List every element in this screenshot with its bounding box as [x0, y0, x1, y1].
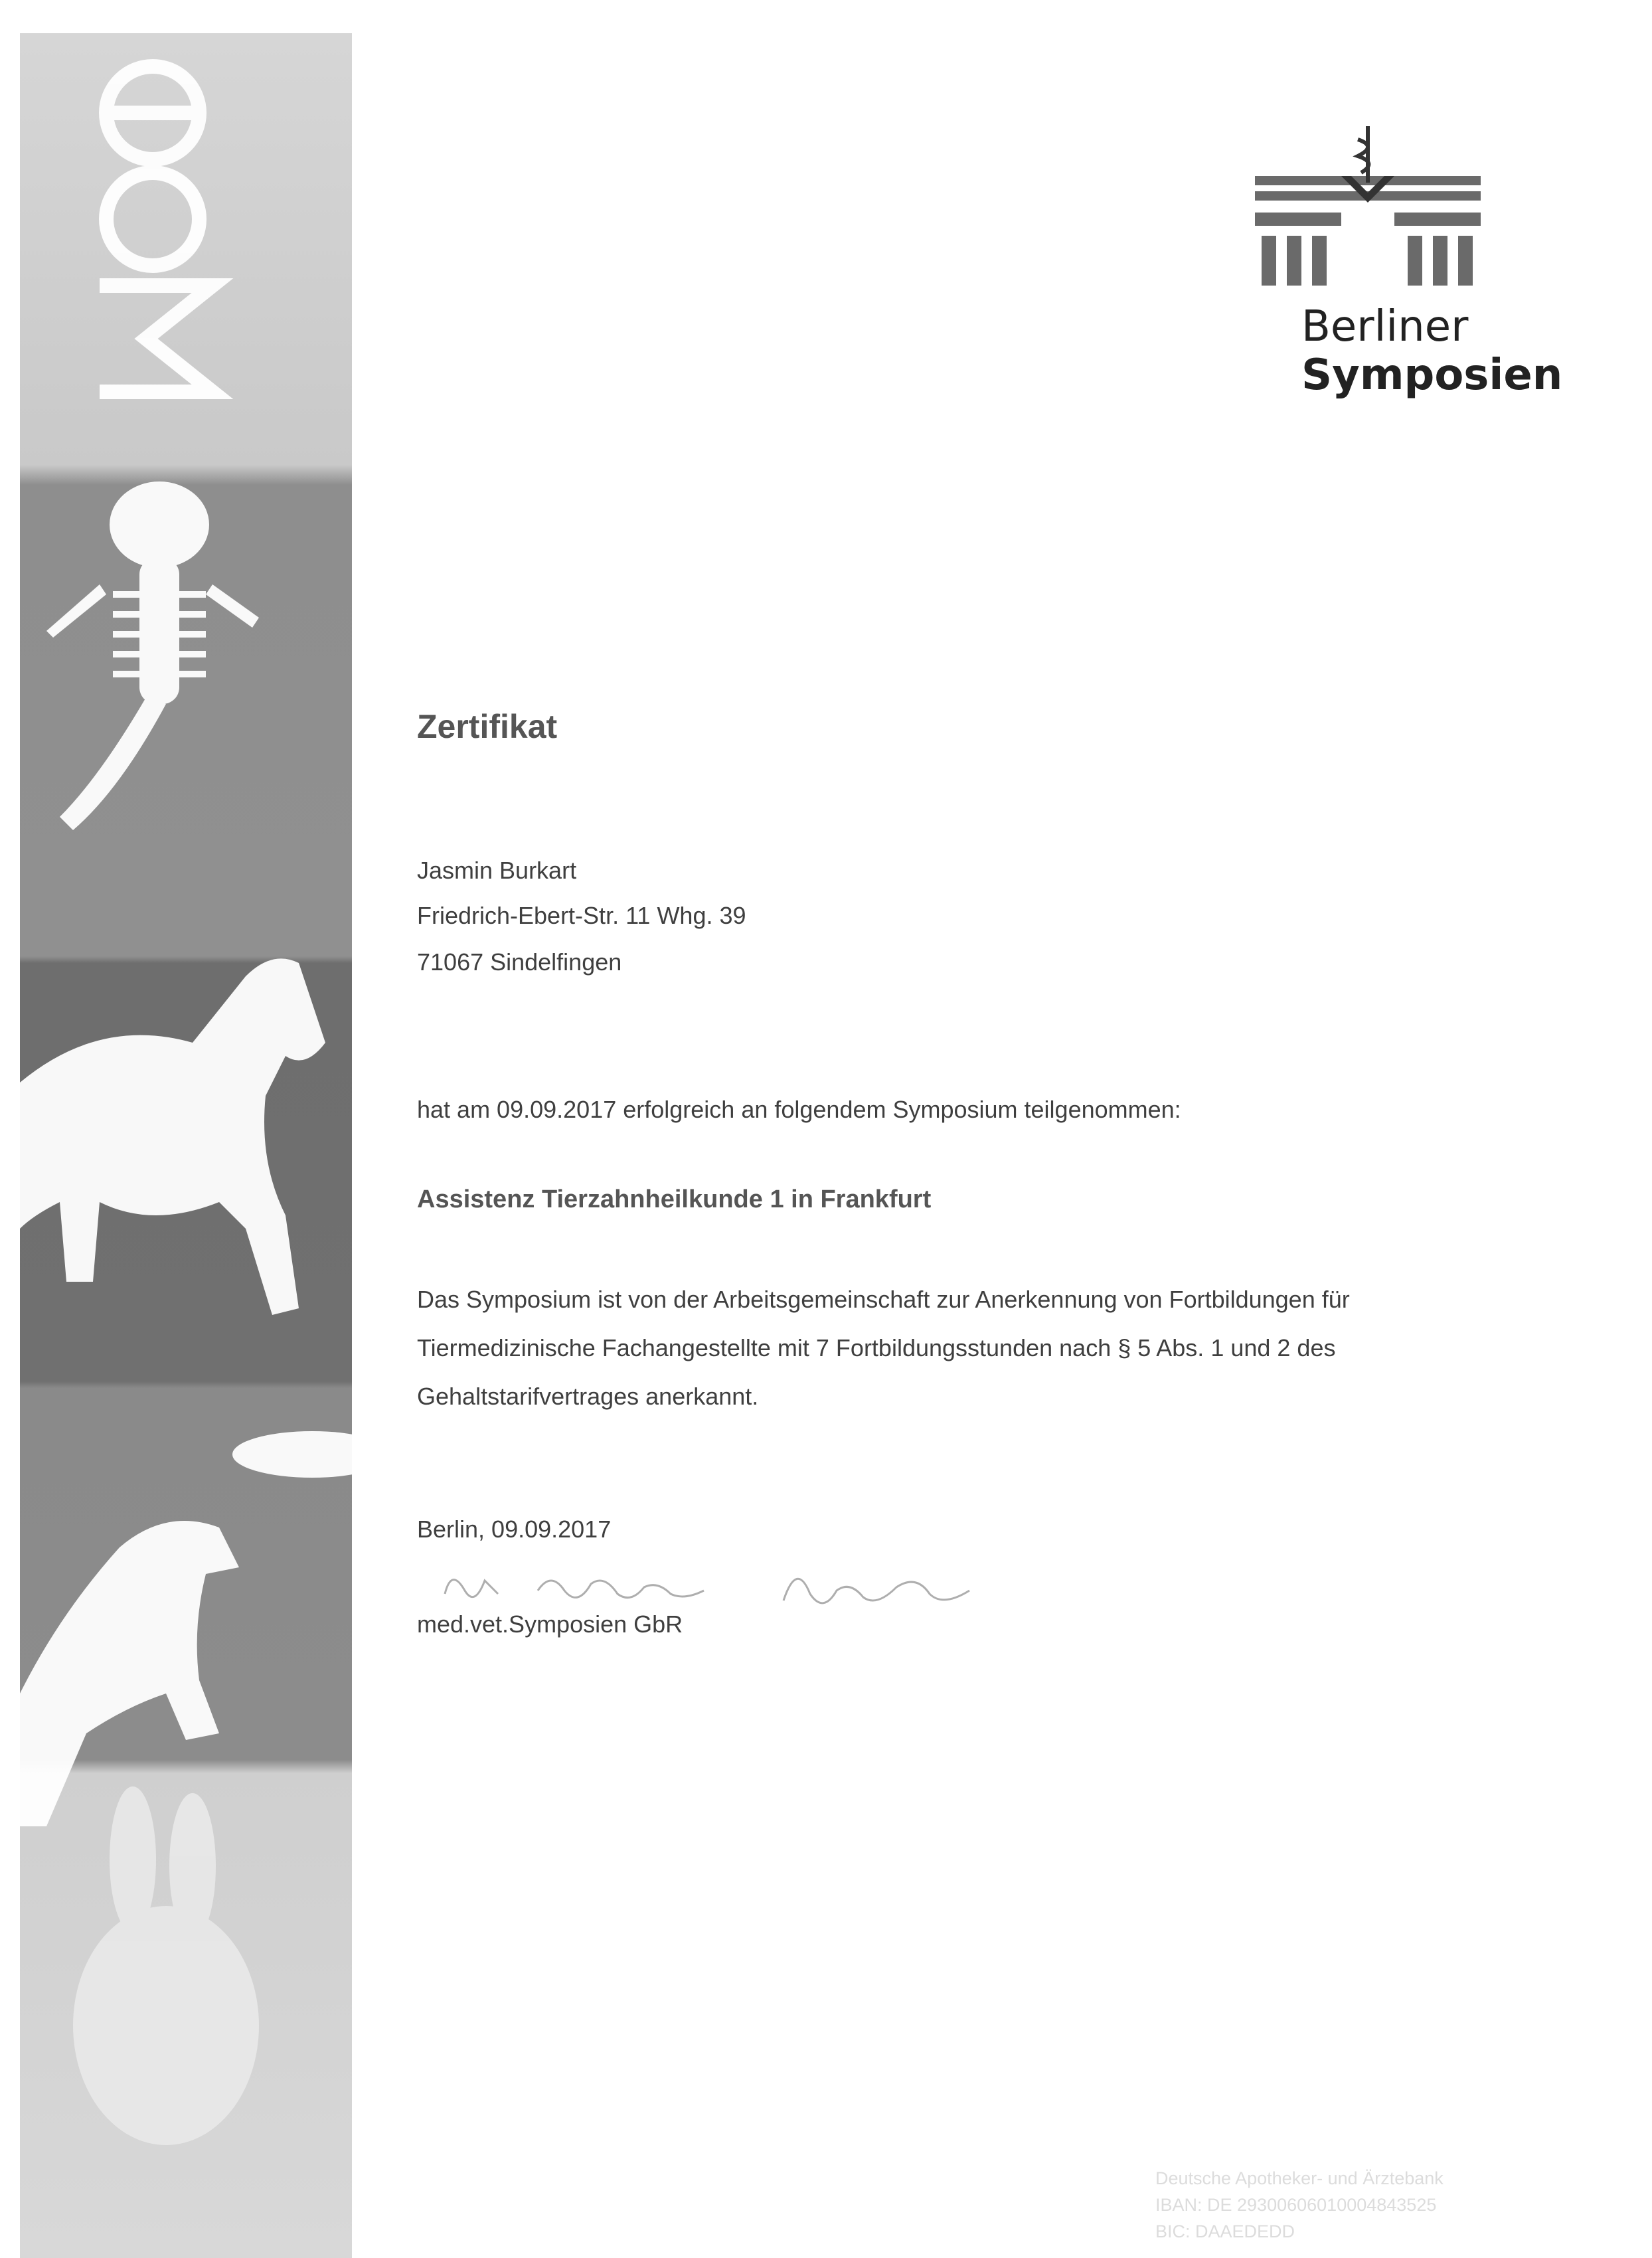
staff-of-asclepius-icon	[1358, 126, 1368, 183]
footer-iban: IBAN: DE 29300606010004843525	[1155, 2195, 1437, 2215]
footer-bank-name: Deutsche Apotheker- und Ärztebank	[1155, 2168, 1444, 2188]
decorative-side-band	[20, 33, 352, 2258]
recipient-city: 71067 Sindelfingen	[417, 948, 622, 976]
certificate-title: Zertifikat	[417, 708, 558, 745]
place-and-date: Berlin, 09.09.2017	[417, 1516, 612, 1543]
logo-line-1: Berliner	[1301, 302, 1469, 351]
dog-silhouette-icon	[20, 1431, 352, 1826]
lizard-skeleton-icon	[46, 481, 259, 830]
footer-bic: BIC: DAAEDEDD	[1155, 2221, 1295, 2241]
footer-bank-details	[1155, 2165, 1444, 2245]
side-logo-mark	[100, 66, 212, 392]
issuing-organization: med.vet.Symposien GbR	[417, 1610, 683, 1638]
logo-line-2: Symposien	[1301, 351, 1563, 400]
participation-statement: hat am 09.09.2017 erfolgreich an folgendem Symposium teilgenommen:	[417, 1096, 1181, 1123]
animal-silhouettes-image	[20, 33, 352, 2258]
recipient-street: Friedrich-Ebert-Str. 11 Whg. 39	[417, 902, 746, 929]
recognition-paragraph: Das Symposium ist von der Arbeitsgemeinschaft zur Anerkennung von Fortbildungen für Tiermedizinische Fachangestellte mit 7 Fortbildungsstunden nach § 5 Abs. 1 und 2 des Gehaltstarifvertrages anerkannt.	[417, 1286, 1350, 1410]
rabbit-silhouette-icon	[73, 1786, 259, 2145]
horse-silhouette-icon	[20, 958, 325, 1315]
course-title: Assistenz Tierzahnheilkunde 1 in Frankfurt	[417, 1185, 932, 1213]
recipient-name: Jasmin Burkart	[417, 857, 577, 884]
